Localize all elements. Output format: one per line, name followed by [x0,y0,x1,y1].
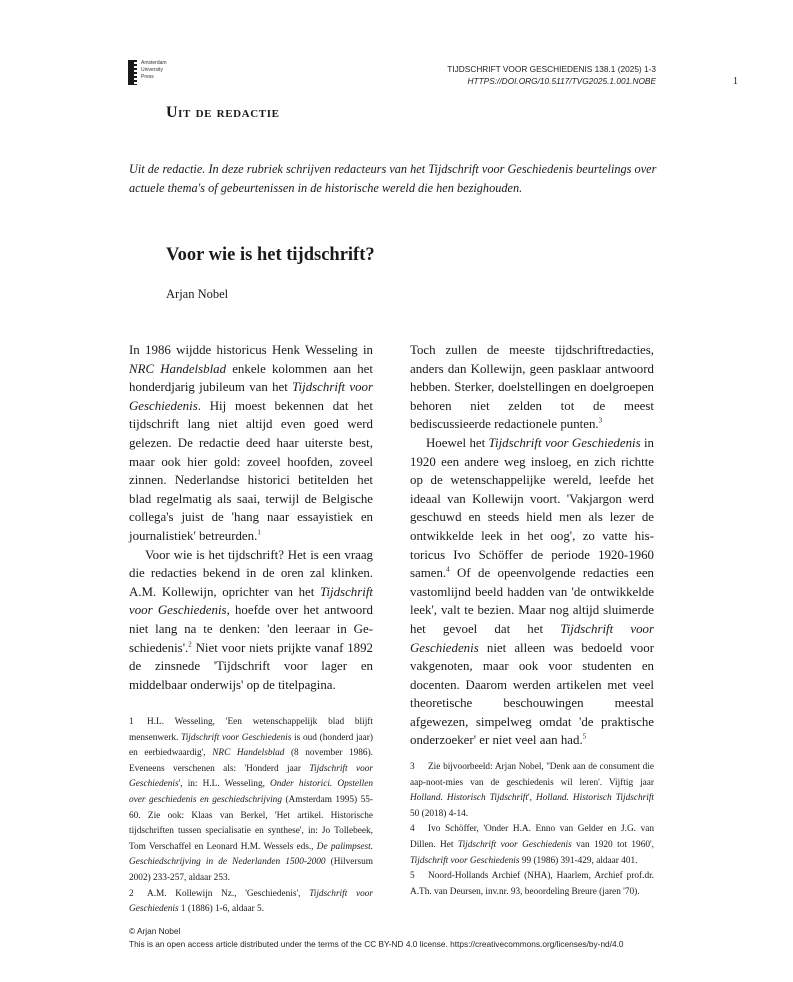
section-intro: Uit de redactie. In deze rubriek schrijven redacteurs van het Tijdschrift voor Geschiedenis beurtelings over actuele thema's of gebeurtenissen in de historische wereld die hen bezighouden. [129,162,657,195]
footnote: 3 Zie bijvoorbeeld: Arjan Nobel, ''Denk aan de consument die aap-noot-mies van de geschiedenis wil leren'. Vijftig jaar Holland. Historisch Tijdschrift', Holland. Historisch Tijdschrift 50 (2018) 4-14. [410,762,654,819]
logo-text: Amsterdam University Press [141,60,167,80]
copyright-notice: © Arjan Nobel [129,926,181,936]
page-number: 1 [733,76,738,87]
paragraph: Toch zullen de meeste tijdschriftredacties, anders dan Kollewijn, geen pasklaar antwoord hebben. Sterker, doelstellingen en doelgroepen behoren niet zelden tot de meest bediscussieerde redactionele punten.$^3$ [410,343,654,432]
article-title: Voor wie is het tijdschrift? [166,245,375,265]
running-head [447,63,656,87]
body-column-left [129,341,373,694]
footnote-ref[interactable]: 2 [188,640,192,649]
section-title: Uit de redactie [166,104,280,121]
body-column-right [410,341,654,750]
footnote: 5 Noord-Hollands Archief (NHA), Haarlem, Archief prof.dr. A.Th. van Deursen, inv.nr. 93, beoordeling Breure (jaren '70). [410,871,654,897]
footnotes-right [410,760,654,900]
footnote-ref[interactable]: 3 [598,417,603,426]
author-name: Arjan Nobel [166,287,229,301]
page-footer [129,925,624,951]
license-notice: This is an open access article distributed under the terms of the CC BY-ND 4.0 license. https://creativecommons.org/licenses/by-nd/4.0 [129,939,624,949]
publisher-logo [128,60,188,86]
footnote-ref[interactable]: 1 [257,528,261,537]
footnotes-left [129,715,373,918]
footnote-ref[interactable]: 5 [582,733,587,742]
paragraph: Hoewel het Tijdschrift voor Geschiedenis in 1920 een andere weg insloeg, en zich richtte op de wetenschappelijke wereld, leefde het ideaal van Kollewijn voort. 'Vakjargon werd geschuwd en steeds hield men als lezer de ontwikkelde leek in het oog', zo vatte historicus Ivo Schöffer de periode 1920-1960 samen.$^4$ Of de opeenvolgende redacties een vastomlijnd beeld hadden van 'de ontwikkelde leek', valt te bezien. Maar nog altijd sluimerde het gevoel dat het Tijdschrift voor Geschiedenis niet alleen was bedoeld voor vakgenoten, maar ook voor studenten en docenten. Daarom werden artikelen met veel theoretische beschouwingen meestal afgewezen, simpelweg omdat 'de praktische onderzoeker' er niet veel aan had.$^5$ [410,435,655,748]
paragraph: Voor wie is het tijdschrift? Het is een vraag die redacties bekend in de oren zal klinken. A.M. Kollewijn, oprichter van het Tijdschrift voor Geschiedenis, hoefde over het antwoord niet lang na te denken: 'den leeraar in Geschiedenis'.$^2$ Niet voor niets prijkte vanaf 1892 de zinsnede 'Tijdschrift voor lager en middelbaar onderwijs' op de titelpagina. [129,547,373,692]
journal-citation: TIJDSCHRIFT VOOR GESCHIEDENIS 138.1 (2025) 1-3 [447,64,656,74]
footnote: 2 A.M. Kollewijn Nz., 'Geschiedenis', Tijdschrift voor Geschiedenis 1 (1886) 1-6, aldaar 5. [129,888,373,915]
logo-mark-icon [128,60,135,85]
paragraph: In 1986 wijdde historicus Henk Wesseling in NRC Handelsblad enkele kolommen aan het honderdjarig jubileum van het Tijdschrift voor Geschiedenis. Hij moest bekennen dat het tijdschrift lang niet altijd even goed werd gelezen. De redactie deed haar uiterste best, maar ook hier gold: zoveel hoofden, zoveel zinnen. Nederlandse historici betitelden het blad regelmatig als saai, terwijl de Belgische collega's juist de 'hang naar essayistiek en journalistiek' betreurden.$^1$ [129,343,373,543]
doi-link[interactable]: HTTPS://DOI.ORG/10.5117/TVG2025.1.001.NOBE [467,76,656,86]
footnote: 4 Ivo Schöffer, 'Onder H.A. Enno van Gelder en J.G. van Dillen. Het Tijdschrift voor Geschiedenis van 1920 tot 1960', Tijdschrift voor Geschiedenis 99 (1986) 391-429, aldaar 401. [410,824,654,866]
footnote-ref[interactable]: 4 [446,565,450,574]
footnote: 1 H.L. Wesseling, 'Een wetenschappelijk blad blijft mensenwerk. Tijdschrift voor Geschiedenis is oud (honderd jaar) en eerbiedwaardig', NRC Handelsblad (8 november 1986). Eveneens verschenen als: 'Honderd jaar Tijdschrift voor Geschiedenis', in: H.L. Wesseling, Onder historici. Opstellen over geschiedenis en geschiedschrijving (Amsterdam 1995) 55-60. Zie ook: Klaas van Berkel, 'Het artikel. Historische tijdschriften tussen specialisatie en synthese', in: Jo Tollebeek, Tom Verschaffel en Leonard H.M. Wessels eds., De palimpsest. Geschiedschrijving in de Nederlanden 1500-2000 (Hilversum 2002) 233-257, aldaar 253. [129,717,374,883]
